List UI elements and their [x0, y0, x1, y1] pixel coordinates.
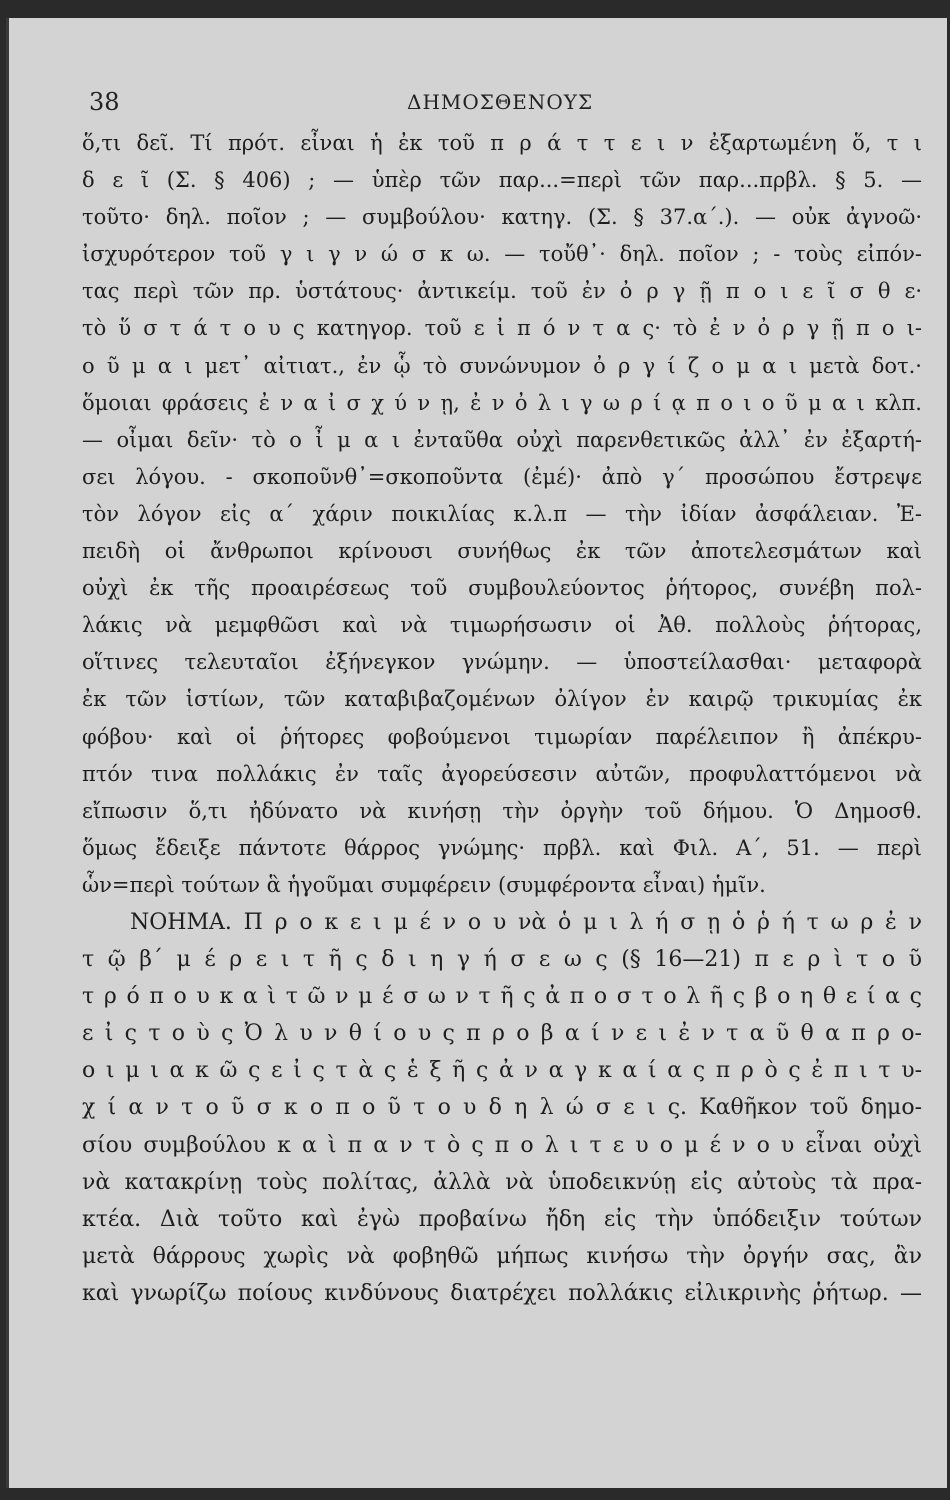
noema-section [82, 904, 922, 1312]
running-title: ΔΗΜΟΣΘΕΝΟΥΣ [407, 90, 594, 114]
text-line: ὅ,τι δεῖ. Τί πρότ. εἶναι ἡ ἐκ τοῦ π ρ ά τ τ ε ι ν ἐξαρτωμένη ὅ, τ ι [82, 131, 922, 155]
text-line: φόβου· καὶ οἱ ῥήτορες φοβούμενοι τιμωρίαν παρέλειπον ἢ ἀπέκρυ- [82, 724, 922, 749]
text-line: οἵτινες τελευταῖοι ἐξήνεγκον γνώμην. — ὑποστείλασθαι· μεταφορὰ [82, 650, 922, 675]
noema-heading-line: ΝΟΗΜΑ. Π ρ ο κ ε ι μ έ ν ο υ νὰ ὁ μ ι λ ή σ ῃ ὁ ῥ ή τ ω ρ ἐ ν [130, 909, 922, 935]
text-line: ε ἰ ς τ ο ὺ ς Ὀ λ υ ν θ ί ο υ ς π ρ ο β α ί ν ε ι ἐ ν τ α ῦ θ α π ρ ο- [82, 1021, 922, 1047]
text-line: τας περὶ τῶν πρ. ὑστάτους· ἀντικείμ. τοῦ ἐν ὀ ρ γ ῇ π ο ι ε ῖ σ θ ε· [82, 279, 922, 304]
page-number: 38 [89, 88, 120, 116]
text-line: ὅμως ἔδειξε πάντοτε θάρρος γνώμης· πρβλ. καὶ Φιλ. Α΄, 51. — περὶ [82, 835, 922, 860]
text-line: σίου συμβούλου κ α ὶ π α ν τ ὸ ς π ο λ ι τ ε υ ο μ έ ν ο υ εἶναι οὐχὶ [82, 1132, 922, 1158]
commentary-section [82, 125, 922, 904]
text-line: χ ί α ν τ ο ῦ σ κ ο π ο ῦ τ ο υ δ η λ ώ σ ε ι ς. Καθῆκον τοῦ δημο- [82, 1095, 922, 1121]
text-line: ο ι μ ι α κ ῶ ς ε ἰ ς τ ὰ ς ἑ ξ ῆ ς ἀ ν α γ κ α ί α ς π ρ ὸ ς ἐ π ι τ υ- [82, 1058, 922, 1084]
text-line: ἐκ τῶν ἱστίων, τῶν καταβιβαζομένων ὀλίγον ἐν καιρῷ τρικυμίας ἐκ [82, 687, 922, 712]
text-line: — οἶμαι δεῖν· τὸ ο ἶ μ α ι ἐνταῦθα οὐχὶ παρενθετικῶς ἀλλ᾽ ἐν ἐξαρτή- [82, 427, 922, 452]
text-line: εἴπωσιν ὅ,τι ἠδύνατο νὰ κινήσῃ τὴν ὀργὴν τοῦ δήμου. Ὁ Δημοσθ. [82, 798, 922, 823]
text-line: καὶ γνωρίζω ποίους κινδύνους διατρέχει πολλάκις εἰλικρινὴς ῥήτωρ. — [82, 1280, 922, 1306]
text-line: δ ε ῖ (Σ. § 406) ; — ὑπὲρ τῶν παρ...=περὶ τῶν παρ...πρβλ. § 5. — [82, 168, 922, 193]
text-line: οὐχὶ ἐκ τῆς προαιρέσεως τοῦ συμβουλεύοντος ῥήτορος, συνέβη πολ- [82, 576, 922, 601]
text-line: σει λόγου. - σκοποῦνθ᾽=σκοποῦντα (ἐμέ)· ἀπὸ γ΄ προσώπου ἔστρεψε [82, 464, 922, 489]
text-line: τ ρ ό π ο υ κ α ὶ τ ῶ ν μ έ σ ω ν τ ῆ ς ἀ π ο σ τ ο λ ῆ ς β ο η θ ε ί α ς [82, 984, 922, 1010]
text-line: μετὰ θάρρους χωρὶς νὰ φοβηθῶ μήπως κινήσω τὴν ὀργήν σας, ἂν [82, 1243, 922, 1269]
text-line: ο ῦ μ α ι μετ᾽ αἰτιατ., ἐν ᾧ τὸ συνώνυμον ὀ ρ γ ί ζ ο μ α ι μετὰ δοτ.· [82, 353, 922, 378]
text-line: ἰσχυρότερον τοῦ γ ι γ ν ώ σ κ ω. — τοὔθ᾽· δηλ. ποῖον ; - τοὺς εἰπόν- [82, 242, 922, 267]
text-line: ὧν=περὶ τούτων ἃ ἡγοῦμαι συμφέρειν (συμφέροντα εἶναι) ἡμῖν. [82, 872, 766, 897]
text-line: πτόν τινα πολλάκις ἐν ταῖς ἀγορεύσεσιν αὐτῶν, προφυλαττόμενοι νὰ [82, 761, 922, 786]
page-body [82, 125, 922, 1312]
text-line: τὸν λόγον εἰς α΄ χάριν ποικιλίας κ.λ.π — τὴν ἰδίαν ἀσφάλειαν. Ἐ- [82, 501, 922, 526]
text-line: τοῦτο· δηλ. ποῖον ; — συμβούλου· κατηγ. (Σ. § 37.α΄.). — οὐκ ἀγνοῶ· [82, 205, 922, 230]
text-line: λάκις νὰ μεμφθῶσι καὶ νὰ τιμωρήσωσιν οἱ Ἀθ. πολλοὺς ῥήτορας, [82, 613, 922, 638]
text-line: τ ῷ β΄ μ έ ρ ε ι τ ῆ ς δ ι η γ ή σ ε ω ς (§ 16—21) π ε ρ ὶ τ ο ῦ [82, 947, 922, 973]
text-line: ὅμοιαι φράσεις ἐ ν α ἰ σ χ ύ ν ῃ, ἐ ν ὀ λ ι γ ω ρ ί ᾳ π ο ι ο ῦ μ α ι κλπ. [82, 390, 922, 415]
text-line: πειδὴ οἱ ἄνθρωποι κρίνουσι συνήθως ἐκ τῶν ἀποτελεσμάτων καὶ [82, 539, 922, 564]
text-line: κτέα. Διὰ τοῦτο καὶ ἐγὼ προβαίνω ἤδη εἰς τὴν ὑπόδειξιν τούτων [82, 1206, 922, 1232]
page-header [89, 88, 929, 128]
text-line: νὰ κατακρίνῃ τοὺς πολίτας, ἀλλὰ νὰ ὑποδεικνύῃ εἰς αὐτοὺς τὰ πρα- [82, 1169, 922, 1195]
text-line: τὸ ὕ σ τ ά τ ο υ ς κατηγορ. τοῦ ε ἰ π ό ν τ α ς· τὸ ἐ ν ὀ ρ γ ῇ π ο ι- [82, 316, 922, 341]
